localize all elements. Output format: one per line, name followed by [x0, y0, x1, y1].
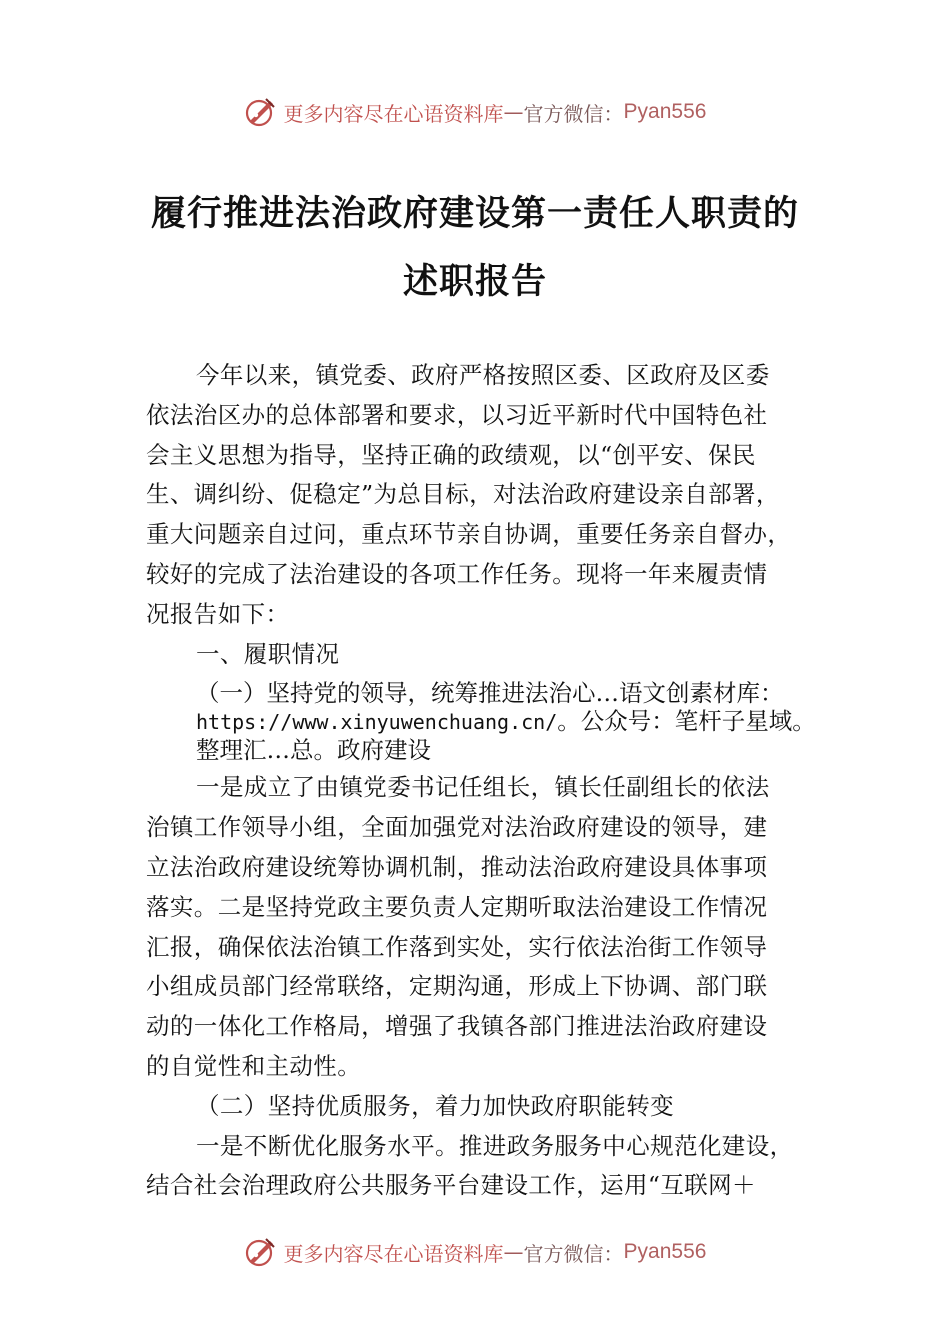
subheading-1-part-2: 。公众号：笔杆子星域。	[557, 707, 816, 736]
text-line: 小组成员部门经常联络，定期沟通，形成上下协调、部门联	[146, 972, 768, 1001]
text-line: 较好的完成了法治建设的各项工作任务。现将一年来履责情	[146, 559, 768, 588]
text-line: 况报告如下：	[146, 599, 290, 628]
subheading-1-line-3	[196, 736, 858, 764]
text-line: 汇报，确保依法治镇工作落到实处，实行依法治街工作领导	[146, 932, 768, 961]
pen-logo-icon	[244, 1235, 278, 1269]
watermark-brand: 更多内容尽在心语资料库	[283, 101, 504, 126]
subheading-1	[196, 679, 858, 764]
text-line: 动的一体化工作格局，增强了我镇各部门推进法治政府建设	[146, 1012, 768, 1041]
watermark-wechat-label: 官方微信：	[523, 101, 624, 126]
watermark-separator: —	[503, 1240, 524, 1264]
header-watermark	[0, 92, 950, 132]
document-title-line-1: 履行推进法治政府建设第一责任人职责的	[150, 193, 799, 234]
document-body	[146, 356, 816, 1206]
watermark-wechat-label: 官方微信：	[523, 1241, 624, 1266]
subheading-1-part-1: （一）坚持党的领导，统筹推进法治心…语文创素材库：	[196, 679, 784, 708]
footer-watermark	[0, 1232, 950, 1272]
text-line: 依法治区办的总体部署和要求，以习近平新时代中国特色社	[146, 400, 768, 429]
subheading-1-line-1	[196, 679, 858, 707]
text-line: 重大问题亲自过问，重点环节亲自协调，重要任务亲自督办，	[146, 520, 792, 549]
text-line: 会主义思想为指导，坚持正确的政绩观，以“创平安、保民	[146, 440, 756, 469]
text-line: 生、调纠纷、促稳定”为总目标，对法治政府建设亲自部署，	[146, 480, 780, 509]
text-line: 结合社会治理政府公共服务平台建设工作，运用“互联网＋	[146, 1171, 756, 1200]
subheading-1-line-2	[196, 707, 858, 736]
text-line: 的自觉性和主动性。	[146, 1051, 362, 1080]
text-line: 治镇工作领导小组，全面加强党对法治政府建设的领导，建	[146, 813, 768, 842]
paragraph-leadership	[146, 768, 808, 1086]
watermark-separator: —	[503, 100, 524, 124]
source-url-link[interactable]: https://www.xinyuwenchuang.cn/	[196, 710, 558, 735]
text-line: 今年以来，镇党委、政府严格按照区委、区政府及区委	[196, 361, 770, 389]
paragraph-intro	[146, 356, 808, 635]
watermark-brand: 更多内容尽在心语资料库	[283, 1241, 504, 1266]
watermark-wechat-id: Pyan556	[623, 100, 707, 123]
text-line: 一是成立了由镇党委书记任组长，镇长任副组长的依法	[196, 773, 770, 802]
text-line: 立法治政府建设统筹协调机制，推动法治政府建设具体事项	[146, 852, 768, 881]
pen-logo-icon	[244, 95, 278, 129]
watermark-wechat-id: Pyan556	[623, 1240, 707, 1263]
text-line: 一是不断优化服务水平。推进政务服务中心规范化建设，	[196, 1131, 794, 1160]
document-title-line-2: 述职报告	[402, 261, 547, 302]
subheading-2: （二）坚持优质服务，着力加快政府职能转变	[196, 1091, 674, 1120]
paragraph-service	[146, 1127, 808, 1207]
subheading-1-part-3: 整理汇…总。政府建设	[196, 736, 431, 765]
text-line: 落实。二是坚持党政主要负责人定期听取法治建设工作情况	[146, 892, 768, 921]
section-heading: 一、履职情况	[196, 639, 340, 668]
